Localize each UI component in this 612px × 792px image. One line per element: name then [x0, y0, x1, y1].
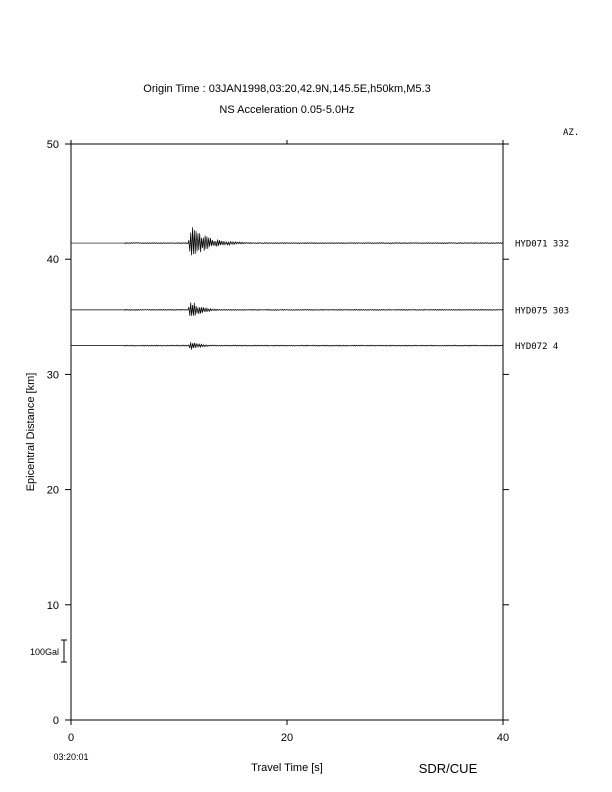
- station-label: [515, 306, 569, 316]
- station-azimuth: 303: [547, 306, 570, 317]
- y-tick-label: 10: [46, 599, 59, 612]
- chart-subtitle: NS Acceleration 0.05-5.0Hz: [219, 104, 355, 116]
- x-axis-label: Travel Time [s]: [251, 762, 323, 774]
- station-name: HYD075: [515, 306, 548, 317]
- y-tick-label: 20: [46, 484, 59, 497]
- scale-bar-label: 100Gal: [29, 647, 59, 657]
- x-tick-label: 0: [67, 732, 75, 744]
- x-start-time-label: 03:20:01: [53, 752, 89, 762]
- station-azimuth: 332: [547, 239, 570, 250]
- station-label: [515, 342, 558, 352]
- station-name: HYD072: [515, 342, 548, 353]
- station-azimuth: 4: [547, 342, 559, 353]
- seismogram-trace: [71, 303, 503, 316]
- x-tick-label: 20: [280, 732, 294, 744]
- credit-label: SDR/CUE: [418, 761, 478, 776]
- y-axis-ticks: [47, 139, 509, 727]
- y-tick-label: 0: [52, 715, 59, 727]
- x-tick-label: 40: [496, 732, 510, 744]
- y-tick-label: 50: [46, 139, 59, 151]
- y-tick-label: 40: [46, 254, 59, 267]
- station-name: HYD071: [515, 239, 548, 250]
- seismogram-trace: [71, 227, 503, 255]
- trace-group: [71, 227, 569, 352]
- scale-bar: [30, 640, 67, 662]
- azimuth-header: AZ.: [563, 128, 580, 138]
- plot-frame: [71, 144, 503, 720]
- station-label: [515, 240, 569, 250]
- x-axis-ticks: [68, 140, 509, 744]
- y-axis-label: Epicentral Distance [km]: [25, 372, 37, 492]
- y-tick-label: 30: [46, 369, 59, 382]
- seismogram-trace: [71, 342, 503, 349]
- chart-title: Origin Time : 03JAN1998,03:20,42.9N,145.5E,h50km,M5.3: [143, 83, 431, 95]
